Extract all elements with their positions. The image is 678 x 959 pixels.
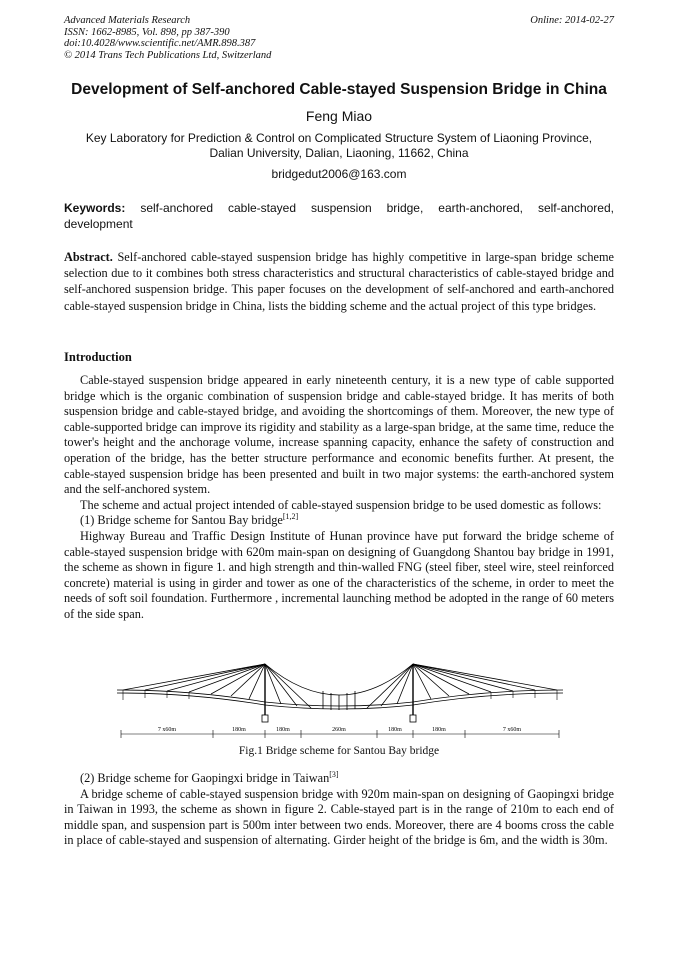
keywords	[64, 201, 614, 232]
figure-1-caption: Fig.1 Bridge scheme for Santou Bay bridge	[238, 745, 440, 757]
header-left	[64, 15, 271, 61]
doi-line: doi:10.4028/www.scientific.net/AMR.898.387	[64, 38, 256, 49]
dim-label-1: 7 x60m	[157, 727, 177, 733]
dim-label-3: 180m	[276, 727, 290, 733]
keywords-text: self-anchored cable-stayed suspension bridge, earth-anchored, self-anchored, development	[64, 201, 614, 231]
copyright-line: © 2014 Trans Tech Publications Ltd, Switzerland	[64, 49, 272, 61]
dim-label-7: 7 x60m	[502, 727, 522, 733]
intro-paragraph-1: Cable-stayed suspension bridge appeared in early nineteenth century, it is a new type of cable supported bridge which is the organic combination of suspension bridge and cable-stayed bridge. It has merits of both suspension bridge and cable-stayed bridge, and avoiding the shortcomings of them. Moreover, the new type of cable-supported bridge can improve its rigidity and stability as a large-span bridge, at the same time, reduce the tower's height and the anchorage volume, increase spanning capacity, enhance the safety of construction and operation of the bridge, has the better structure performance and economic benefits further. At present, the cable-stayed suspension bridge has been presented and built in two major systems: the earth-anchored system and the self-anchored system.	[64, 373, 614, 497]
tower-right-base	[410, 715, 416, 722]
scheme2-body	[64, 771, 614, 849]
paper-title: Development of Self-anchored Cable-stayed Suspension Bridge in China	[71, 81, 607, 98]
hangers	[323, 691, 355, 710]
abstract	[64, 249, 614, 314]
scheme1-citation: [1,2]	[282, 512, 299, 522]
author-email: bridgedut2006@163.com	[271, 167, 407, 181]
intro-paragraph-2: The scheme and actual project intended of cable-stayed suspension bridge to be used domestic as follows:	[80, 497, 602, 512]
stay-cables-right	[367, 664, 557, 708]
affiliation-line-2: Dalian University, Dalian, Liaoning, 11662, China	[209, 146, 469, 160]
scheme2-heading	[64, 771, 614, 787]
tower-left-base	[262, 715, 268, 722]
stay-cables-left	[123, 664, 311, 708]
scheme2-paragraph: A bridge scheme of cable-stayed suspension bridge with 920m main-span on designing of Gaopingxi bridge in Taiwan in 1993, the scheme as shown in figure 2. Cable-stayed part is in the range of 210m to each end of middle span, and suspension part is 500m inter between two ends. Moreover, there are 4 booms cross the cable in place of cable-stayed and suspension of alternating. Girder height of the bridge is 6m, and the width is 30m.	[64, 786, 614, 848]
journal-name: Advanced Materials Research	[64, 15, 191, 26]
dim-label-4: 260m	[332, 727, 346, 733]
online-date: Online: 2014-02-27	[530, 15, 614, 26]
bridge-deck	[117, 690, 563, 706]
abstract-label: Abstract.	[64, 250, 113, 264]
scheme2-citation: [3]	[329, 769, 339, 779]
scheme1-paragraph: Highway Bureau and Traffic Design Institute of Hunan province have put forward the bridge scheme of cable-stayed suspension bridge with 620m main-span on designing of Guangdong Shantou bay bridge in 1991, the scheme as shown in figure 1. and high strength and thin-walled FNG (steel fiber, steel wire, steel reinforced concrete) material is using in girder and tower as one of the characteristics of the scheme, in order to meet the needs of soft soil foundation. Furthermore , incremental launching method be adopted in the range of 60 meters of the side span.	[64, 528, 614, 621]
scheme1-heading-text: (1) Bridge scheme for Santou Bay bridge	[80, 513, 283, 528]
scheme1-heading	[64, 513, 614, 529]
running-header	[64, 15, 614, 61]
dim-label-2: 180m	[232, 727, 246, 733]
introduction-body	[64, 373, 614, 623]
affiliation	[40, 131, 638, 161]
issn-line: ISSN: 1662-8985, Vol. 898, pp 387-390	[64, 26, 230, 38]
abstract-text: Self-anchored cable-stayed suspension bridge has highly competitive in large-span bridge scheme selection due to it combines both stress characteristics and structural characteristics of cable-stayed bridge and self-anchored suspension bridge. This paper focuses on the development of self-anchored and earth-anchored cable-stayed suspension bridge in China, lists the bidding scheme and the actual project of this type bridges.	[64, 250, 614, 313]
dim-label-6: 180m	[432, 727, 446, 733]
figure-1-bridge-elevation	[105, 660, 575, 740]
keywords-label: Keywords:	[64, 201, 126, 215]
author-name: Feng Miao	[305, 108, 373, 124]
main-cable	[265, 664, 413, 695]
introduction-heading: Introduction	[64, 350, 132, 364]
affiliation-line-1: Key Laboratory for Prediction & Control on Complicated Structure System of Liaoning Province,	[85, 131, 593, 145]
dim-label-5: 180m	[388, 727, 402, 733]
scheme2-heading-text: (2) Bridge scheme for Gaopingxi bridge in Taiwan	[80, 771, 330, 785]
